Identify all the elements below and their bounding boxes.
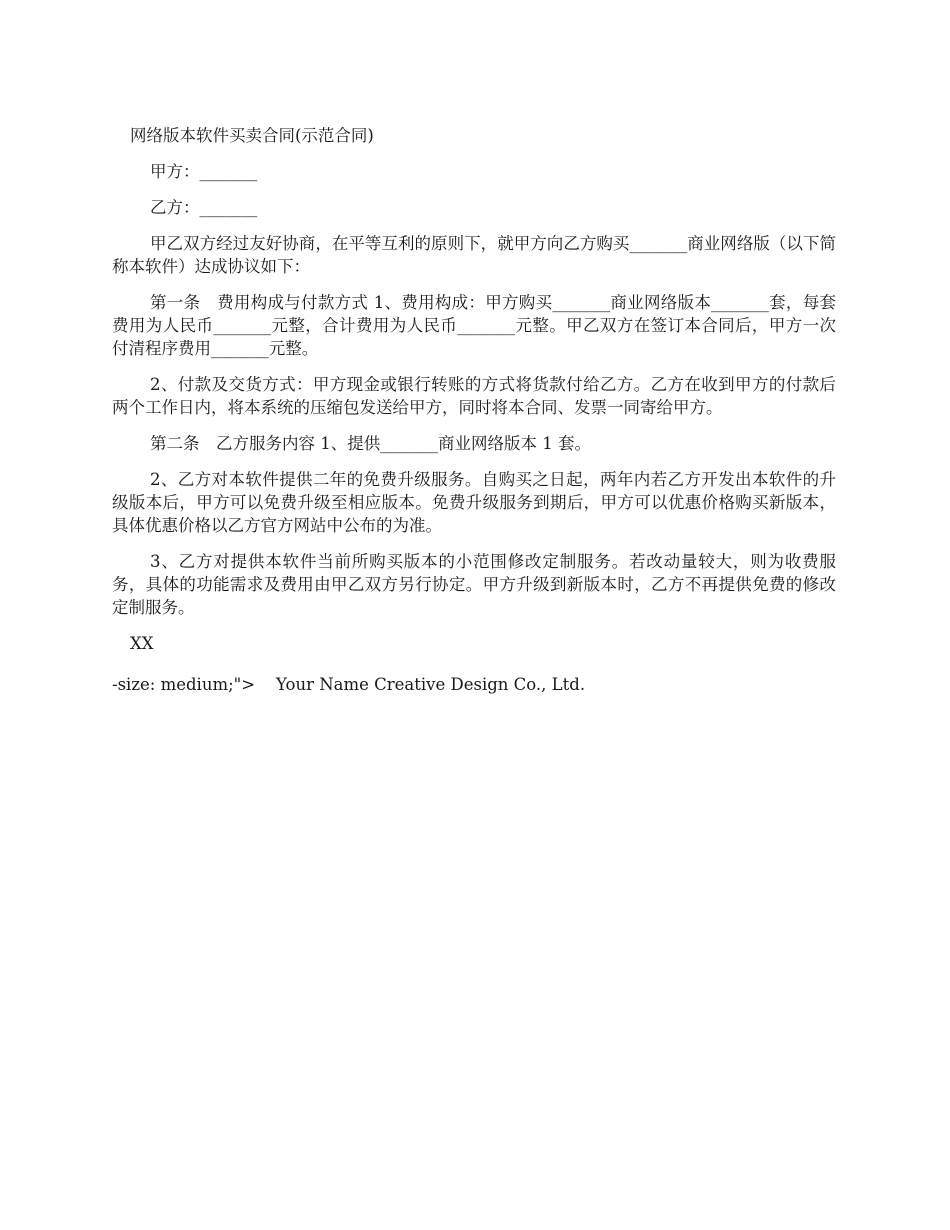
document-page bbox=[112, 124, 836, 696]
article-2-customization-paragraph: 3、乙方对提供本软件当前所购买版本的小范围修改定制服务。若改动量较大，则为收费服务，具体的功能需求及费用由甲乙双方另行协定。甲方升级到新版本时，乙方不再提供免费的修改定制服务。 bbox=[112, 552, 836, 617]
article-2-service-paragraph: 第二条 乙方服务内容 1、提供_______商业网络版本 1 套。 bbox=[150, 434, 591, 453]
intro-paragraph: 甲乙双方经过友好协商，在平等互利的原则下，就甲方向乙方购买_______商业网络版（以下简称本软件）达成协议如下： bbox=[112, 234, 836, 276]
footer-company-line: -size: medium;"> Your Name Creative Design Co., Ltd. bbox=[112, 675, 586, 694]
party-a-line: 甲方：_______ bbox=[150, 162, 258, 181]
article-2-upgrade-paragraph: 2、乙方对本软件提供二年的免费升级服务。自购买之日起，两年内若乙方开发出本软件的升级版本后，甲方可以免费升级至相应版本。免费升级服务到期后，甲方可以优惠价格购买新版本，具体优惠价格以乙方官方网站中公布的为准。 bbox=[112, 470, 836, 535]
signature-line: XX bbox=[130, 634, 154, 653]
party-b-line: 乙方：_______ bbox=[150, 198, 258, 217]
article-1-payment-paragraph: 2、付款及交货方式：甲方现金或银行转账的方式将货款付给乙方。乙方在收到甲方的付款后两个工作日内，将本系统的压缩包发送给甲方，同时将本合同、发票一同寄给甲方。 bbox=[112, 375, 836, 417]
document-title: 网络版本软件买卖合同(示范合同) bbox=[130, 126, 374, 145]
article-1-fees-paragraph: 第一条 费用构成与付款方式 1、费用构成：甲方购买_______商业网络版本_______套，每套费用为人民币_______元整，合计费用为人民币_______元整。甲乙双方在签订本合同后，甲方一次付清程序费用_______元整。 bbox=[112, 293, 836, 358]
